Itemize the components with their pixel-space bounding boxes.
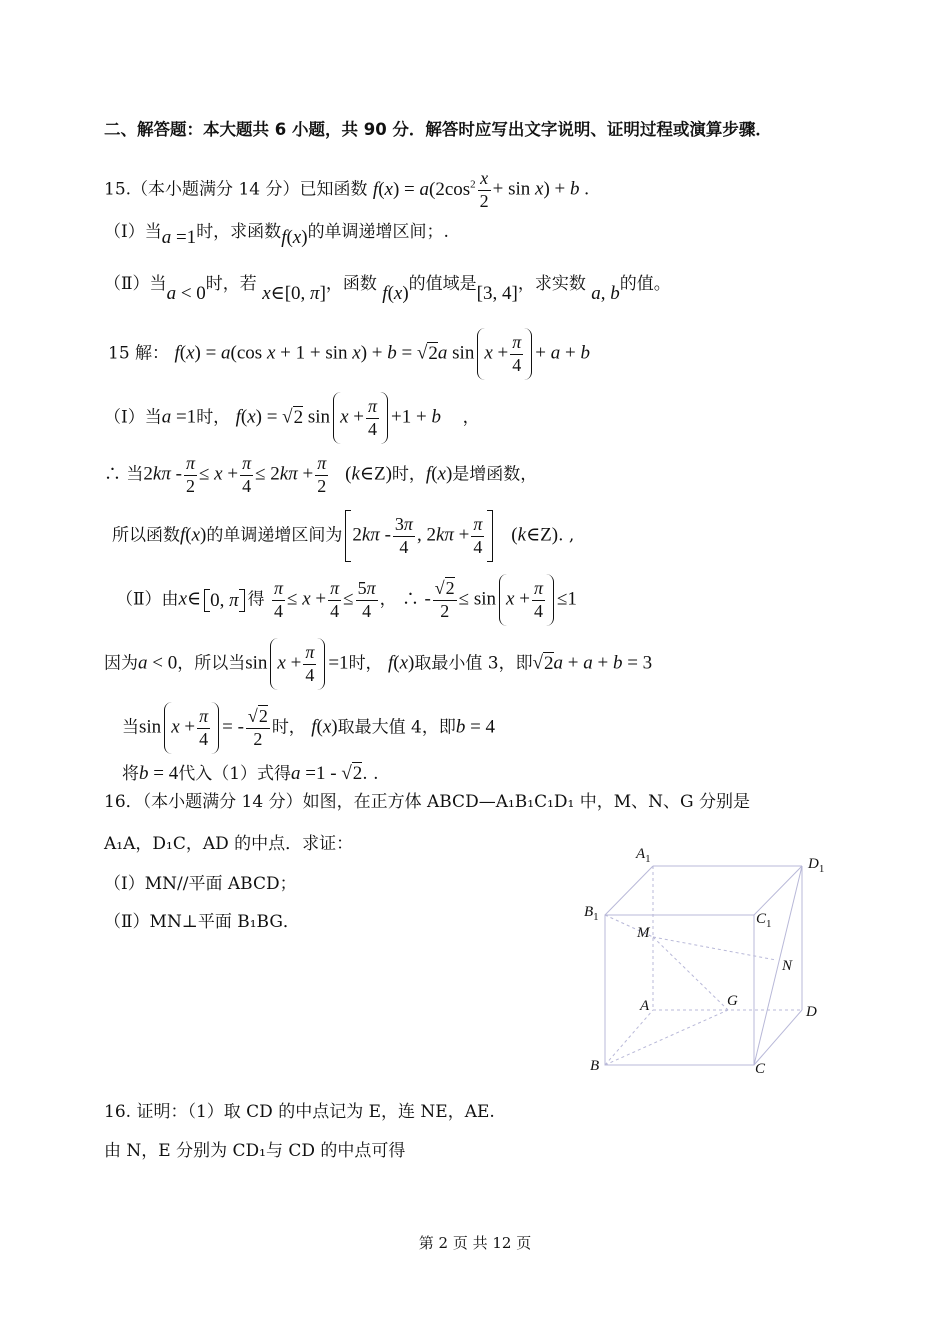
fraction: $\frac{x}{2}$ [479,168,489,211]
label-a: A [640,998,650,1014]
paren: x + $\frac{\pi}{4}$ [499,574,554,626]
q15-part2-mid4: ，求实数 [517,274,586,294]
sol16-line2: 由 N，E 分别为 CD₁与 CD 的中点可得 [104,1141,406,1161]
sol15-then2: 时， [348,653,383,674]
sol15-then: 时， [391,464,426,485]
sol15-max-text: 取最大值 4，即 [337,717,456,738]
sol15-part1: （Ⅰ）当a =1时， f(x) = √2 sin x + $\frac{\pi}{4}$ +1 + b ， [104,392,480,444]
q15-part2-label: （Ⅱ）当 [104,274,167,294]
sol15-dot-end: . . [362,764,379,784]
q15-score: （本小题满分 14 分）已知函数 [131,179,368,200]
q15-part2: （Ⅱ）当a < 0时，若 x∈[0, π]，函数 f(x)的值域是[3, 4]，求实数 a, b的值。 [104,274,671,304]
segment-b-g [605,1010,728,1065]
q15-part2-end: 的值。 [619,274,671,294]
paren: x + $\frac{\pi}{4}$ [164,702,219,754]
sol15-then2: 时， [271,717,306,738]
sol15-de: 得 [247,589,265,610]
edge-b-a [605,1010,653,1065]
label-b: B [590,1058,600,1074]
front-face [605,915,754,1065]
q16-line1: 16．（本小题满分 14 分）如图，在正方体 ABCD—A₁B₁C₁D₁ 中，M、N、G 分别是 [104,792,751,812]
q15-part2-mid1: 时，若 [205,274,257,294]
label-c1: $C_1$ [756,911,772,930]
diagonal-c-d1 [754,866,802,1065]
bracket: 0, π [204,589,245,612]
q15-part1-mid: 时，求函数 [196,222,282,242]
q16-part2: （Ⅱ）MN⊥平面 B₁BG． [104,912,300,932]
paren: x + $\frac{\pi}{4}$ [270,638,325,690]
label-n: N [782,958,793,974]
q15-function: $f(x) = a(2\cos^2$ [372,178,476,200]
label-g: G [727,993,738,1009]
sol15-so: 所以函数 [112,525,180,546]
q15-statement: 15.（本小题满分 14 分）已知函数 $f(x) = a(2\cos^2$ $\frac{x}{2}$ + sin x) + b . [104,168,590,211]
paren: x + $\frac{\pi}{4}$ [477,328,532,380]
sol15-p1-end: ， [462,407,480,428]
label-d1: $D_1$ [808,856,825,875]
sol15-dang: 当 [122,717,139,738]
q15-part1-label: （Ⅰ）当 [104,222,162,242]
q15-part2-mid2: ，函数 [325,274,377,294]
label-m: M [637,925,650,941]
edge-c1-d1 [754,866,802,915]
paren: x + $\frac{\pi}{4}$ [333,392,388,444]
sol15-therefore: ∴ 当2kπ - $\frac{\pi}{2}$ ≤ x + $\frac{\pi}{4}$ ≤ 2kπ + $\frac{\pi}{2}$ (k∈Z)时，f(x)是增函数， [104,453,538,496]
sol15-therefore-label: ∴ 当 [104,464,144,485]
sol15-line1: 15 解： f(x) = a(cos x + 1 + sin x) + b = √2a sin x + $\frac{\pi}{4}$ + a + b [108,328,590,380]
label-c: C [755,1061,766,1077]
sol15-p2-label: （Ⅱ）由 [116,589,179,610]
q15-part1-end: 的单调递增区间；. [307,222,449,242]
sol15-sub-text: 将 [122,764,139,784]
q15-part1: （Ⅰ）当a =1时，求函数f(x)的单调递增区间；. [104,222,449,248]
sol15-substitute: 将b = 4代入（1）式得a =1 - √2. . [122,763,379,784]
sol15-suoyi: ，所以当 [177,653,246,674]
sol15-end-dots: . , [558,525,575,546]
edge-c-d [754,1010,802,1065]
sol15-increasing: 是增函数， [452,464,538,485]
page-footer: 第 2 页 共 12 页 [418,1234,532,1252]
label-d: D [806,1004,817,1020]
sol15-max: 当sin x + $\frac{\pi}{4}$ = - $\frac{√2}{2}$ 时， f(x)取最大值 4，即b = 4 [122,702,495,754]
sol15-part2: （Ⅱ）由x∈ 0, π 得 $\frac{\pi}{4}$ ≤ x + $\frac{\pi}{4}$ ≤ $\frac{5\pi}{4}$ ， ∴ - $\frac{√2}{2}$ ≤ sin x + $\frac{\pi}{4}$ ≤1 [116,574,577,626]
sol16-line1: 16. 证明：（1）取 CD 的中点记为 E，连 NE，AE. [104,1102,495,1122]
edge-b1-a1 [605,866,653,915]
sol15-comma-therefore: ， ∴ [379,589,420,610]
sol15-sub-mid: 代入（1）式得 [178,764,292,784]
q16-line2: A₁A，D₁C，AD 的中点．求证： [104,834,354,854]
label-a1: $A_1$ [636,846,651,865]
sol15-min: 因为a < 0，所以当sin x + $\frac{\pi}{4}$ =1时， f(x)取最小值 3，即√2a + a + b = 3 [104,638,652,690]
segment-m-g [653,937,728,1010]
sol15-because: 因为 [104,653,138,674]
segment-m-n [653,937,776,960]
sol15-interval-text: 的单调递增区间为 [206,525,343,546]
sol15-p1-mid: 时， [196,407,231,428]
q16-part1: （Ⅰ）MN//平面 ABCD； [104,874,297,894]
sol15-label: 15 解： [108,343,170,364]
sol15-interval: 所以函数f(x)的单调递增区间为 2kπ - $\frac{3\pi}{4}$ , 2kπ + $\frac{\pi}{4}$ (k∈Z). , [112,510,574,562]
q15-number: 15. [104,179,132,200]
q15-part2-mid3: 的值域是 [408,274,477,294]
label-b1: $B_1$ [584,904,599,923]
sol15-p1-label: （Ⅰ）当 [104,407,162,428]
bracket: 2kπ - $\frac{3\pi}{4}$ , 2kπ + $\frac{\pi}{4}$ [345,510,493,562]
cube-figure [580,840,840,1080]
section-heading: 二、解答题：本大题共 6 小题，共 90 分．解答时应写出文字说明、证明过程或演算步骤． [104,120,772,139]
sol15-min-text: 取最小值 3，即 [414,653,533,674]
